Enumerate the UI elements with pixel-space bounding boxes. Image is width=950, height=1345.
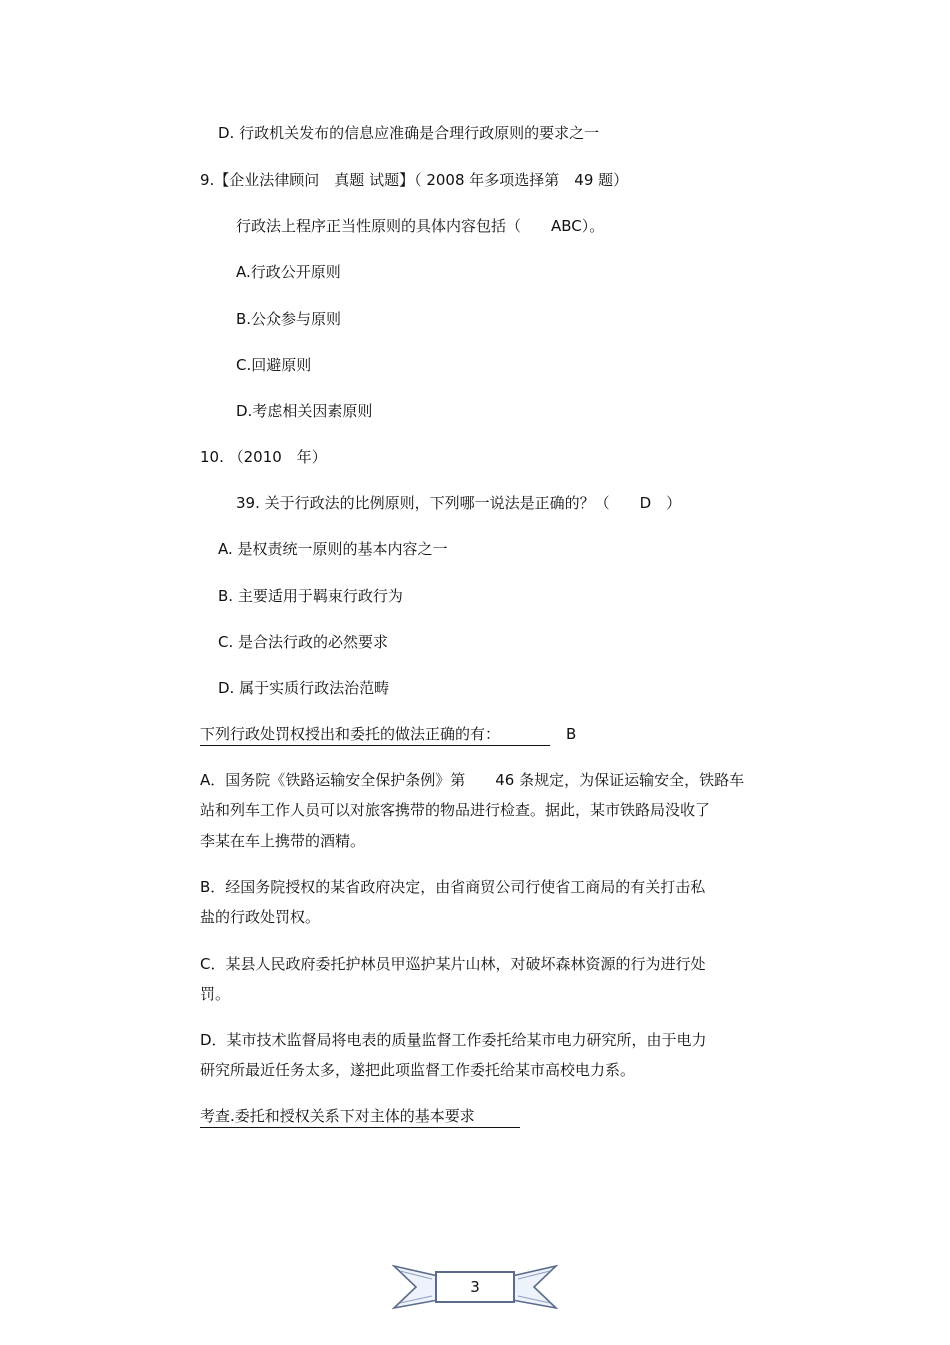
question-10-header: 10. （2010 年） [200, 448, 327, 466]
question-39-option-a: A. 是权责统一原则的基本内容之一 [218, 540, 448, 558]
question-9-header: 9.【企业法律顾问 真题 试题】（ 2008 年多项选择第 49 题） [200, 171, 629, 189]
penalty-option-c-line-1: C．某县人民政府委托护林员甲巡护某片山林，对破坏森林资源的行为进行处 [200, 955, 706, 973]
question-9-stem: 行政法上程序正当性原则的具体内容包括（ ABC）。 [236, 217, 605, 235]
question-9-option-c: C.回避原则 [236, 356, 312, 374]
question-39-stem: 39. 关于行政法的比例原则，下列哪一说法是正确的？（ D ） [236, 494, 682, 512]
penalty-option-b-line-2: 盐的行政处罚权。 [200, 908, 321, 926]
question-39-option-d: D. 属于实质行政法治范畴 [218, 679, 390, 697]
penalty-question-stem: 下列行政处罚权授出和委托的做法正确的有： [200, 724, 550, 746]
penalty-option-a-line-2: 站和列车工作人员可以对旅客携带的物品进行检查。据此，某市铁路局没收了 [200, 801, 711, 819]
option-d-line: D. 行政机关发布的信息应准确是合理行政原则的要求之一 [218, 124, 600, 142]
exam-point-note: 考查.委托和授权关系下对主体的基本要求 [200, 1106, 520, 1128]
penalty-option-b-line-1: B．经国务院授权的某省政府决定，由省商贸公司行使省工商局的有关打击私 [200, 878, 706, 896]
question-9-option-d: D.考虑相关因素原则 [236, 402, 373, 420]
penalty-option-a-line-1: A．国务院《铁路运输安全保护条例》第 46 条规定，为保证运输安全，铁路车 [200, 771, 745, 789]
penalty-option-d-line-1: D．某市技术监督局将电表的质量监督工作委托给某市电力研究所，由于电力 [200, 1031, 707, 1049]
penalty-option-a-line-3: 李某在车上携带的酒精。 [200, 832, 366, 850]
question-9-option-a: A.行政公开原则 [236, 263, 341, 281]
question-9-option-b: B.公众参与原则 [236, 310, 342, 328]
penalty-option-d-line-2: 研究所最近任务太多，遂把此项监督工作委托给某市高校电力系。 [200, 1061, 636, 1079]
question-39-option-b: B. 主要适用于羁束行政行为 [218, 587, 403, 605]
question-39-option-c: C. 是合法行政的必然要求 [218, 633, 389, 651]
penalty-question-answer: B [566, 725, 577, 743]
page-number: 3 [435, 1271, 515, 1303]
penalty-option-c-line-2: 罚。 [200, 985, 231, 1003]
